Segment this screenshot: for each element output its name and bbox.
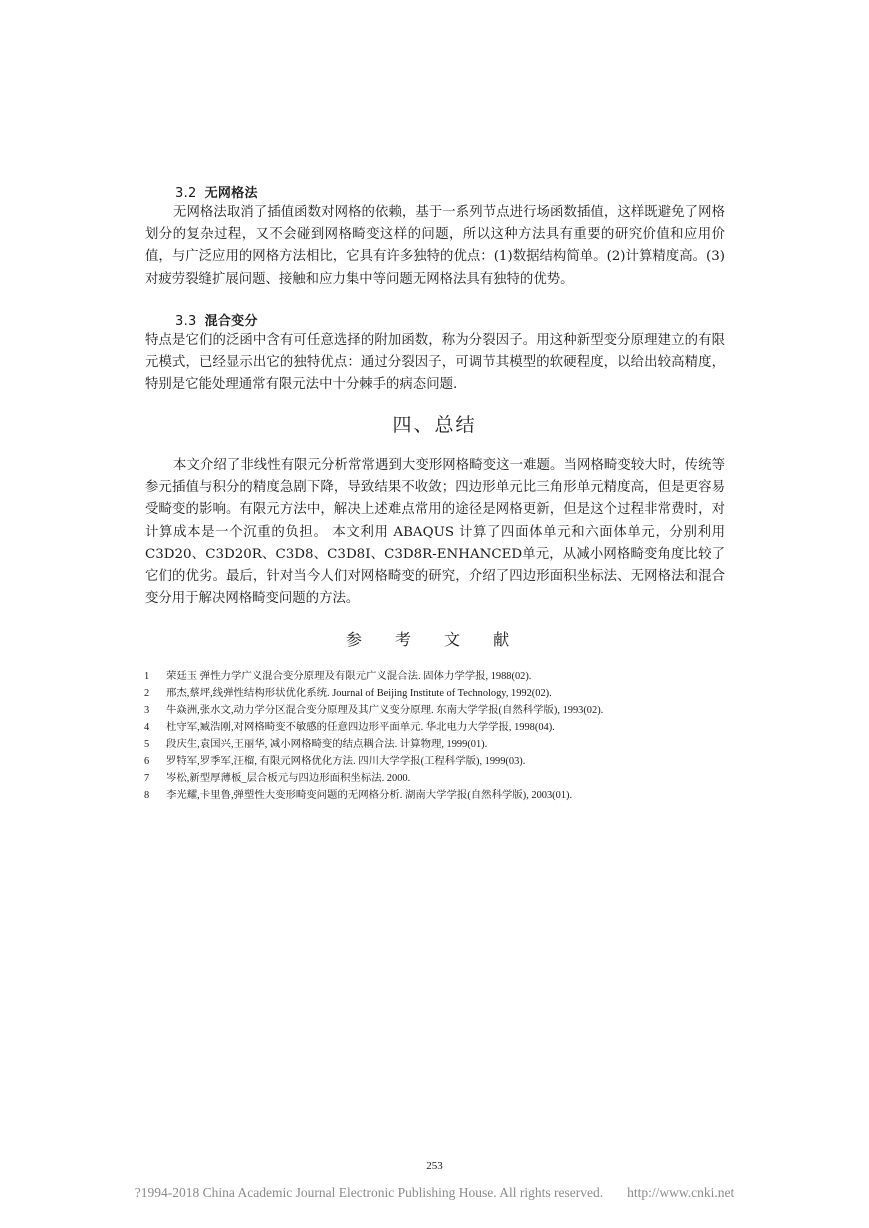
section-3-2-heading — [175, 182, 258, 201]
section-number: 3.2 — [175, 186, 197, 201]
chapter-heading: 四、总结 — [392, 414, 477, 436]
section-3-3-heading — [175, 310, 258, 329]
reference-item — [144, 668, 764, 685]
reference-text: 段庆生,袁国兴,王丽华, 减小网格畸变的结点耦合法. 计算物理, 1999(01). — [166, 739, 488, 750]
reference-number: 1 — [144, 671, 150, 682]
reference-text: 李光耀,卡里鲁,弹塑性大变形畸变问题的无网格分析. 湖南大学学报(自然科学版), 2003(01). — [166, 790, 573, 801]
reference-item — [144, 787, 764, 804]
reference-item — [144, 753, 764, 770]
reference-number: 2 — [144, 688, 150, 699]
reference-number: 8 — [144, 790, 150, 801]
reference-item — [144, 702, 764, 719]
reference-number: 7 — [144, 773, 150, 784]
section-3-2-paragraph: 无网格法取消了插值函数对网格的依赖，基于一系列节点进行场函数插值，这样既避免了网格划分的复杂过程，又不会碰到网格畸变这样的问题，所以这种方法具有重要的研究价值和应用价值，与广泛应用的网格方法相比，它具有许多独特的优点：(1)数据结构简单。(2)计算精度高。(3)对疲劳裂缝扩展问题、接触和应力集中等问题无网格法具有独特的优势。 — [145, 205, 725, 287]
reference-text: 岑松,新型厚薄板_层合板元与四边形面积坐标法. 2000. — [166, 773, 411, 784]
reference-text: 杜守军,臧浩刚,对网格畸变不敏感的任意四边形平面单元. 华北电力大学学报, 1998(04). — [166, 722, 555, 733]
footer-url: http://www.cnki.net — [627, 1185, 735, 1200]
reference-number: 5 — [144, 739, 150, 750]
reference-text: 荣廷玉 弹性力学广义混合变分原理及有限元广义混合法. 固体力学学报, 1988(02). — [166, 671, 532, 682]
conclusion-paragraph: 本文介绍了非线性有限元分析常常遇到大变形网格畸变这一难题。当网格畸变较大时，传统等参元插值与积分的精度急剧下降，导致结果不收敛；四边形单元比三角形单元精度高，但是更容易受畸变的影响。有限元方法中，解决上述难点常用的途径是网格更新，但是这个过程非常费时，对计算成本是一个沉重的负担。 本文利用 ABAQUS 计算了四面体单元和六面体单元，分别利用 C3D20、C3D20R、C3D8、C3D8I、C3D8R-ENHANCED单元，从减小网格畸变角度比较了它们的优劣。最后，针对当今人们对网格畸变的研究，介绍了四边形面积坐标法、无网格法和混合变分用于解决网格畸变问题的方法。 — [145, 458, 725, 607]
section-number: 3.3 — [175, 314, 197, 329]
reference-item — [144, 719, 764, 736]
reference-number: 3 — [144, 705, 150, 716]
reference-text: 牛焱洲,张水文,动力学分区混合变分原理及其广义变分原理. 东南大学学报(自然科学版), 1993(02). — [166, 705, 604, 716]
reference-list — [144, 668, 764, 804]
reference-number: 4 — [144, 722, 150, 733]
reference-item — [144, 736, 764, 753]
reference-item — [144, 685, 764, 702]
footer — [0, 1185, 869, 1201]
reference-item — [144, 770, 764, 787]
copyright-notice: ?1994-2018 China Academic Journal Electronic Publishing House. All rights reserved. — [134, 1185, 604, 1200]
reference-text: 邢杰,蔡坪,线弹性结构形状优化系统. Journal of Beijing Institute of Technology, 1992(02). — [166, 688, 552, 699]
section-3-3-paragraph: 特点是它们的泛函中含有可任意选择的附加函数，称为分裂因子。用这种新型变分原理建立的有限元模式，已经显示出它的独特优点：通过分裂因子，可调节其模型的软硬程度，以给出较高精度，特别是它能处理通常有限元法中十分棘手的病态问题. — [145, 333, 725, 393]
section-title: 无网格法 — [204, 186, 258, 201]
references-heading: 参 考 文 献 — [345, 630, 524, 649]
reference-number: 6 — [144, 756, 150, 767]
reference-text: 罗特军,罗季军,汪榴, 有限元网格优化方法. 四川大学学报(工程科学版), 1999(03). — [166, 756, 526, 767]
page-number: 253 — [426, 1160, 443, 1172]
section-title: 混合变分 — [204, 314, 258, 329]
